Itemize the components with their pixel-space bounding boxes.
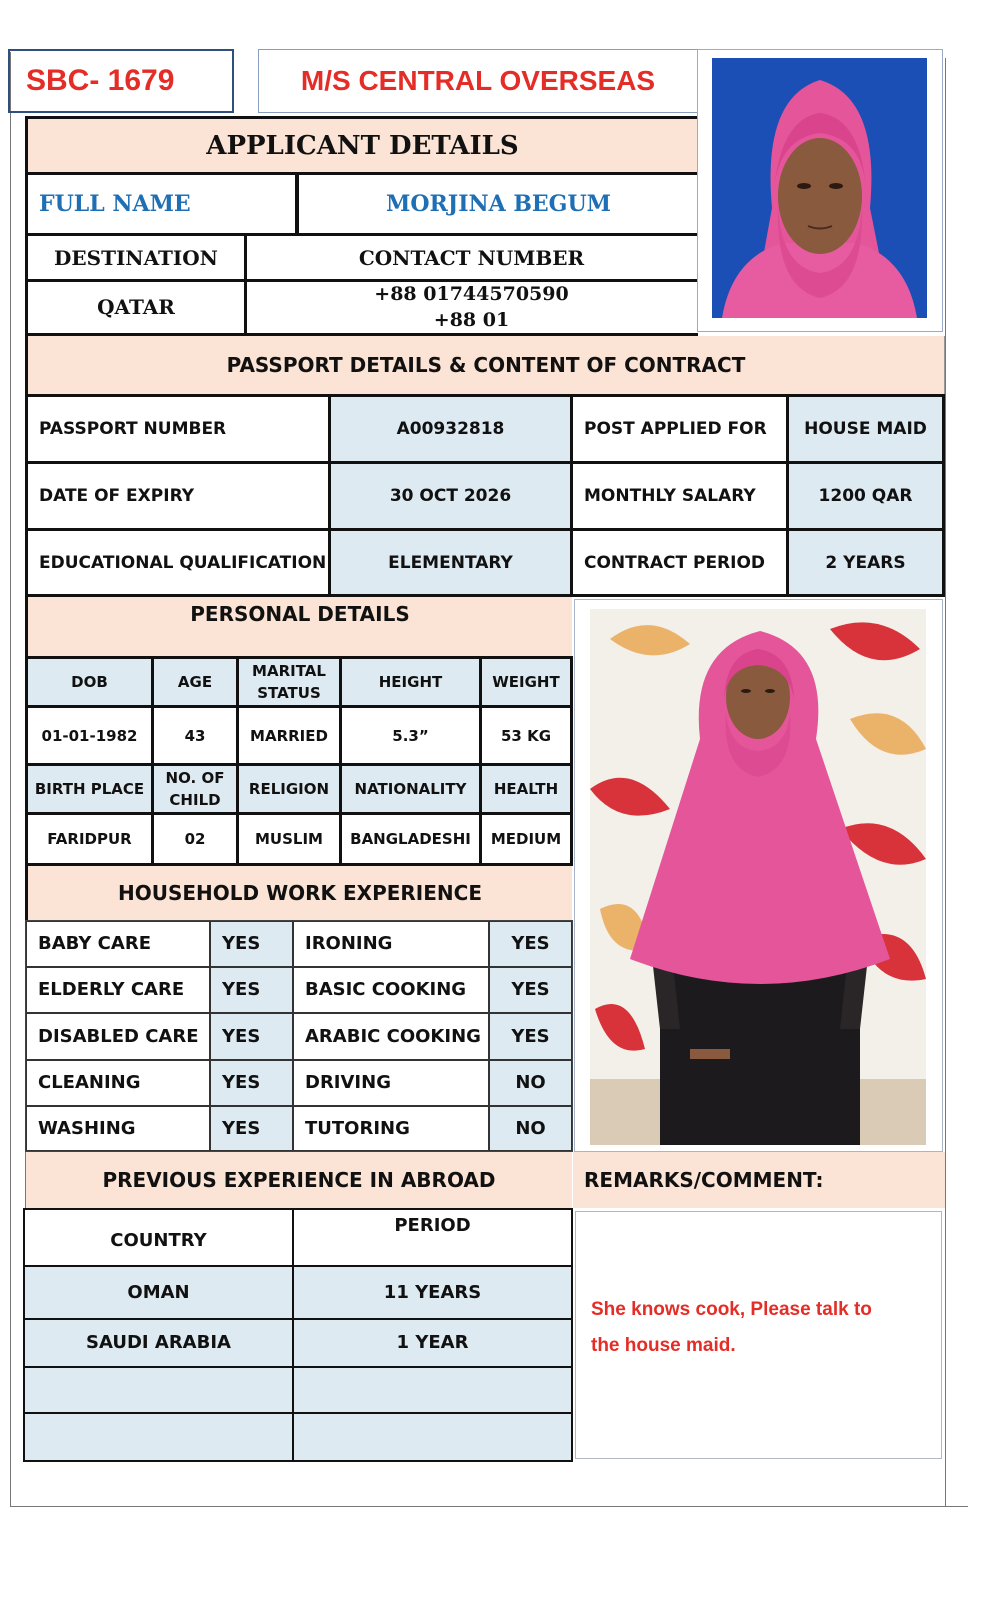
age-value: 43	[151, 705, 239, 766]
remarks-box	[575, 1211, 942, 1459]
remarks-line-1: She knows cook, Please talk to	[591, 1299, 872, 1320]
agency-name-box	[258, 49, 698, 113]
contact-number-label: CONTACT NUMBER	[245, 236, 698, 282]
skill-ironing-value: YES	[489, 921, 572, 967]
date-of-expiry-value: 30 OCT 2026	[328, 461, 573, 531]
full-name-value: MORJINA BEGUM	[296, 172, 698, 236]
abroad-row-4-period	[292, 1412, 573, 1462]
skill-driving-value: NO	[489, 1060, 572, 1106]
skill-basic-cooking: BASIC COOKING	[293, 967, 489, 1013]
passport-section-heading: PASSPORT DETAILS & CONTENT OF CONTRACT	[25, 336, 945, 394]
skill-disabled-care-value: YES	[210, 1013, 293, 1060]
abroad-row-4-country	[23, 1412, 294, 1462]
contract-period-label: CONTRACT PERIOD	[570, 528, 789, 597]
abroad-row-3-country	[23, 1366, 294, 1414]
education-label: EDUCATIONAL QUALIFICATION	[25, 528, 331, 597]
remarks-label: REMARKS/COMMENT:	[573, 1152, 945, 1208]
remarks-line-2: the house maid.	[591, 1335, 736, 1356]
skill-ironing: IRONING	[293, 921, 489, 967]
applicant-code-box	[8, 49, 234, 113]
abroad-row-1-country: OMAN	[23, 1265, 294, 1320]
skill-elderly-care-value: YES	[210, 967, 293, 1013]
weight-header: WEIGHT	[479, 656, 573, 708]
dob-value: 01-01-1982	[25, 705, 154, 766]
applicant-details-heading: APPLICANT DETAILS	[25, 116, 697, 172]
weight-value: 53 KG	[479, 705, 573, 766]
height-value: 5.3”	[339, 705, 482, 766]
abroad-row-2-period: 1 YEAR	[292, 1318, 573, 1368]
education-value: ELEMENTARY	[328, 528, 573, 597]
agency-name: M/S CENTRAL OVERSEAS	[300, 65, 656, 96]
skill-tutoring-value: NO	[489, 1106, 572, 1151]
skill-arabic-cooking: ARABIC COOKING	[293, 1013, 489, 1060]
abroad-heading: PREVIOUS EXPERIENCE IN ABROAD	[25, 1152, 572, 1208]
skill-cleaning-value: YES	[210, 1060, 293, 1106]
full-name-label: FULL NAME	[25, 172, 298, 236]
passport-number-value: A00932818	[328, 394, 573, 464]
post-applied-label: POST APPLIED FOR	[570, 394, 789, 464]
monthly-salary-value: 1200 QAR	[786, 461, 945, 531]
skill-driving: DRIVING	[293, 1060, 489, 1106]
skill-washing: WASHING	[26, 1106, 210, 1151]
date-of-expiry-label: DATE OF EXPIRY	[25, 461, 331, 531]
skill-washing-value: YES	[210, 1106, 293, 1151]
passport-number-label: PASSPORT NUMBER	[25, 394, 331, 464]
country-header: COUNTRY	[23, 1208, 294, 1267]
skill-arabic-cooking-value: YES	[489, 1013, 572, 1060]
birth-place-header: BIRTH PLACE	[25, 763, 154, 815]
nationality-header: NATIONALITY	[339, 763, 482, 815]
health-header: HEALTH	[479, 763, 573, 815]
post-applied-value: HOUSE MAID	[786, 394, 945, 464]
nationality-value: BANGLADESHI	[339, 812, 482, 866]
page-frame-right	[945, 58, 946, 1506]
skill-baby-care: BABY CARE	[26, 921, 210, 967]
abroad-table	[23, 1208, 573, 1462]
applicant-code: SBC- 1679	[26, 64, 175, 97]
skill-cleaning: CLEANING	[26, 1060, 210, 1106]
skill-baby-care-value: YES	[210, 921, 293, 967]
abroad-row-1-period: 11 YEARS	[292, 1265, 573, 1320]
household-heading: HOUSEHOLD WORK EXPERIENCE	[25, 866, 572, 920]
contract-period-value: 2 YEARS	[786, 528, 945, 597]
age-header: AGE	[151, 656, 239, 708]
monthly-salary-label: MONTHLY SALARY	[570, 461, 789, 531]
personal-table	[25, 656, 573, 866]
health-value: MEDIUM	[479, 812, 573, 866]
abroad-row-2-country: SAUDI ARABIA	[23, 1318, 294, 1368]
marital-status-value: MARRIED	[236, 705, 342, 766]
personal-details-heading: PERSONAL DETAILS	[25, 597, 572, 657]
destination-value: QATAR	[25, 280, 247, 336]
household-table	[25, 920, 573, 1152]
skill-disabled-care: DISABLED CARE	[26, 1013, 210, 1060]
dob-header: DOB	[25, 656, 154, 708]
height-header: HEIGHT	[339, 656, 482, 708]
destination-label: DESTINATION	[25, 236, 247, 282]
contact-line-1: +88 01744570590	[374, 282, 569, 305]
passport-table	[25, 394, 945, 597]
abroad-row-3-period	[292, 1366, 573, 1414]
contact-line-2: +88 01	[433, 308, 510, 331]
religion-value: MUSLIM	[236, 812, 342, 866]
skill-elderly-care: ELDERLY CARE	[26, 967, 210, 1013]
period-header: PERIOD	[292, 1208, 573, 1267]
full-length-photo	[590, 609, 926, 1145]
religion-header: RELIGION	[236, 763, 342, 815]
no-of-child-value: 02	[151, 812, 239, 866]
birth-place-value: FARIDPUR	[25, 812, 154, 866]
headshot-photo	[712, 58, 927, 318]
skill-tutoring: TUTORING	[293, 1106, 489, 1151]
contact-number-value	[245, 280, 698, 336]
skill-basic-cooking-value: YES	[489, 967, 572, 1013]
marital-status-header: MARITAL STATUS	[236, 656, 342, 708]
no-of-child-header: NO. OF CHILD	[151, 763, 239, 815]
